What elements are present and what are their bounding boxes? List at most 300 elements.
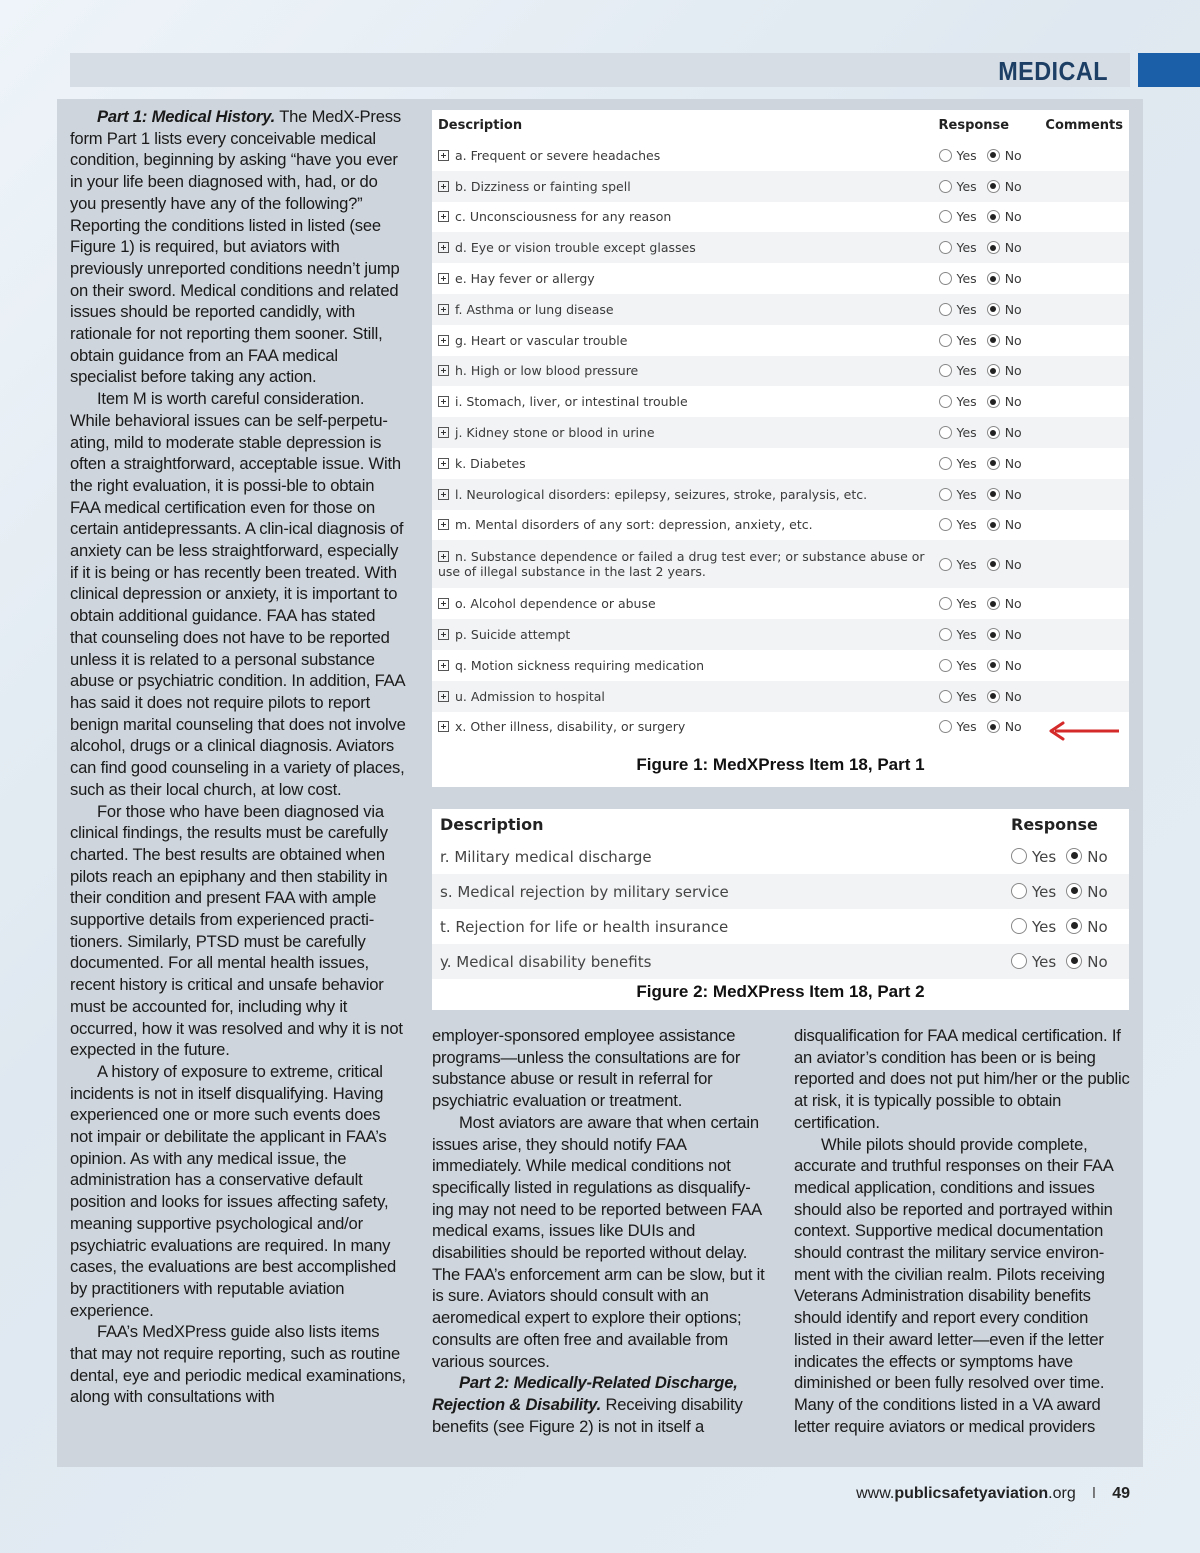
row-description xyxy=(432,417,933,448)
response-option-yes[interactable] xyxy=(939,333,977,348)
row-response xyxy=(933,294,1040,325)
row-comments xyxy=(1039,325,1129,356)
radio-yes[interactable] xyxy=(939,488,952,501)
response-option-no[interactable] xyxy=(987,425,1022,440)
row-comments xyxy=(1039,386,1129,417)
radio-label: Yes xyxy=(956,240,977,256)
response-option-yes[interactable] xyxy=(939,148,977,163)
radio-label: Yes xyxy=(1032,952,1057,971)
row-response xyxy=(933,588,1040,619)
row-label: o. Alcohol dependence or abuse xyxy=(455,596,656,612)
column-header-response: Response xyxy=(938,117,1010,133)
radio-label: No xyxy=(1004,301,1022,317)
radio-label: Yes xyxy=(1032,847,1057,866)
table-row xyxy=(432,650,1129,681)
expand-plus-icon[interactable] xyxy=(438,598,449,609)
radio-no[interactable] xyxy=(987,210,1000,223)
radio-label: No xyxy=(1004,363,1022,379)
radio-no[interactable] xyxy=(987,241,1000,254)
radio-yes[interactable] xyxy=(1011,918,1027,934)
paragraph xyxy=(432,1372,768,1437)
row-label: u. Admission to hospital xyxy=(455,688,605,704)
response-option-yes[interactable] xyxy=(939,596,977,611)
row-description xyxy=(432,325,933,356)
table-row xyxy=(432,540,1129,588)
table-row xyxy=(432,479,1129,510)
red-arrow-icon xyxy=(1049,721,1121,741)
table-row xyxy=(432,944,1129,979)
row-label: r. Military medical discharge xyxy=(440,847,652,866)
row-description xyxy=(432,479,933,510)
row-comments xyxy=(1039,263,1129,294)
response-option-no[interactable] xyxy=(987,209,1022,224)
table-row xyxy=(432,909,1129,944)
row-label: x. Other illness, disability, or surgery xyxy=(455,719,686,735)
radio-label: No xyxy=(1087,917,1108,936)
radio-label: No xyxy=(1004,627,1022,643)
row-comments xyxy=(1039,171,1129,202)
radio-label: Yes xyxy=(956,363,977,379)
radio-label: No xyxy=(1004,657,1022,673)
expand-plus-icon[interactable] xyxy=(438,458,449,469)
figure-2 xyxy=(432,809,1129,1010)
table-row xyxy=(432,325,1129,356)
discharge-rejection-table xyxy=(432,809,1129,979)
radio-label: No xyxy=(1004,425,1022,441)
response-option-yes[interactable] xyxy=(939,302,977,317)
table-row xyxy=(432,712,1129,743)
table-row xyxy=(432,294,1129,325)
row-response xyxy=(933,417,1040,448)
row-response xyxy=(933,232,1040,263)
radio-yes[interactable] xyxy=(939,597,952,610)
paragraph xyxy=(70,106,406,388)
radio-label: Yes xyxy=(956,301,977,317)
row-description xyxy=(432,202,933,233)
row-comments xyxy=(1039,681,1129,712)
table-row xyxy=(432,417,1129,448)
radio-label: No xyxy=(1004,332,1022,348)
row-response xyxy=(933,386,1040,417)
radio-yes[interactable] xyxy=(939,558,952,571)
row-comments xyxy=(1039,140,1129,171)
row-label: l. Neurological disorders: epilepsy, seizures, stroke, paralysis, etc. xyxy=(455,486,868,502)
article-column-left xyxy=(70,106,406,1408)
response-option-no[interactable] xyxy=(987,333,1022,348)
row-description xyxy=(432,650,933,681)
row-response xyxy=(933,619,1040,650)
radio-no[interactable] xyxy=(987,488,1000,501)
radio-label: No xyxy=(1004,486,1022,502)
response-option-no[interactable] xyxy=(987,689,1022,704)
radio-yes[interactable] xyxy=(939,364,952,377)
row-description xyxy=(432,356,933,387)
row-description xyxy=(432,909,1003,944)
response-option-no[interactable] xyxy=(987,719,1022,734)
paragraph: disqualification for FAA medical certification. If an aviator’s condition has been or is being reported and does not put him/her or the public at risk, it is typically possible to obtain certification. xyxy=(794,1026,1130,1132)
row-response xyxy=(1003,909,1129,944)
expand-plus-icon[interactable] xyxy=(438,273,449,284)
row-label: g. Heart or vascular trouble xyxy=(455,332,628,348)
expand-plus-icon[interactable] xyxy=(438,181,449,192)
radio-label: Yes xyxy=(956,657,977,673)
page-number: 49 xyxy=(1112,1485,1130,1502)
column-header-description: Description xyxy=(438,117,523,133)
row-response xyxy=(933,202,1040,233)
row-label: h. High or low blood pressure xyxy=(455,363,639,379)
radio-no[interactable] xyxy=(987,558,1000,571)
response-option-no[interactable] xyxy=(987,517,1022,532)
response-option-no[interactable] xyxy=(987,148,1022,163)
radio-yes[interactable] xyxy=(939,518,952,531)
row-label: a. Frequent or severe headaches xyxy=(455,147,661,163)
response-option-yes[interactable] xyxy=(939,719,977,734)
row-label: e. Hay fever or allergy xyxy=(455,271,595,287)
radio-yes[interactable] xyxy=(939,272,952,285)
response-option-no[interactable] xyxy=(987,271,1022,286)
radio-label: Yes xyxy=(956,178,977,194)
radio-label: Yes xyxy=(956,517,977,533)
row-comments xyxy=(1039,588,1129,619)
radio-label: Yes xyxy=(956,147,977,163)
column-header-description: Description xyxy=(440,814,544,834)
table-row xyxy=(432,619,1129,650)
row-response xyxy=(933,448,1040,479)
radio-yes[interactable] xyxy=(1011,953,1027,969)
response-option-yes[interactable] xyxy=(939,487,977,502)
row-label: m. Mental disorders of any sort: depression, anxiety, etc. xyxy=(455,517,813,533)
row-label: t. Rejection for life or health insurance xyxy=(440,917,729,936)
row-description xyxy=(432,619,933,650)
radio-no[interactable] xyxy=(987,395,1000,408)
section-lead: Part 2: Medically-Related Discharge, Rejection & Disability. xyxy=(432,1373,738,1414)
radio-no[interactable] xyxy=(1066,918,1082,934)
response-option-yes[interactable] xyxy=(1011,918,1056,936)
radio-yes[interactable] xyxy=(939,210,952,223)
row-comments xyxy=(1039,417,1129,448)
expand-plus-icon[interactable] xyxy=(438,396,449,407)
response-option-yes[interactable] xyxy=(939,240,977,255)
response-option-no[interactable] xyxy=(987,363,1022,378)
radio-label: Yes xyxy=(956,556,977,572)
row-label: d. Eye or vision trouble except glasses xyxy=(455,240,696,256)
row-label: q. Motion sickness requiring medication xyxy=(455,657,705,673)
table-row xyxy=(432,448,1129,479)
column-header-response: Response xyxy=(1011,814,1098,834)
row-comments xyxy=(1039,619,1129,650)
row-response xyxy=(933,263,1040,294)
radio-yes[interactable] xyxy=(939,180,952,193)
response-option-yes[interactable] xyxy=(939,394,977,409)
response-option-no[interactable] xyxy=(987,557,1022,572)
expand-plus-icon[interactable] xyxy=(438,660,449,671)
row-response xyxy=(933,479,1040,510)
row-response xyxy=(1003,874,1129,909)
row-comments xyxy=(1039,232,1129,263)
radio-no[interactable] xyxy=(1066,953,1082,969)
response-option-yes[interactable] xyxy=(939,425,977,440)
radio-yes[interactable] xyxy=(939,149,952,162)
figure-2-caption: Figure 2: MedXPress Item 18, Part 2 xyxy=(636,982,925,1001)
table-row xyxy=(432,202,1129,233)
response-option-no[interactable] xyxy=(987,394,1022,409)
row-comments xyxy=(1039,202,1129,233)
row-response xyxy=(933,510,1040,541)
row-label: j. Kidney stone or blood in urine xyxy=(455,425,655,441)
url-prefix: www. xyxy=(856,1485,895,1502)
figure-1-caption: Figure 1: MedXPress Item 18, Part 1 xyxy=(636,755,925,774)
table-row xyxy=(432,140,1129,171)
radio-no[interactable] xyxy=(987,457,1000,470)
row-response xyxy=(933,171,1040,202)
header-accent-block xyxy=(1138,53,1200,87)
row-response xyxy=(1003,839,1129,874)
response-option-no[interactable] xyxy=(987,658,1022,673)
paragraph-text: Receiving disability benefits (see Figure 2) is not in itself a xyxy=(432,1394,743,1436)
radio-label: Yes xyxy=(956,271,977,287)
expand-plus-icon[interactable] xyxy=(438,489,449,500)
radio-label: No xyxy=(1004,688,1022,704)
radio-no[interactable] xyxy=(987,272,1000,285)
url-domain: publicsafetyaviation xyxy=(894,1485,1049,1502)
radio-yes[interactable] xyxy=(939,690,952,703)
radio-yes[interactable] xyxy=(939,426,952,439)
radio-label: No xyxy=(1004,719,1022,735)
row-comments xyxy=(1039,540,1129,588)
row-response xyxy=(933,650,1040,681)
table-row xyxy=(432,232,1129,263)
radio-label: Yes xyxy=(956,486,977,502)
expand-plus-icon[interactable] xyxy=(438,242,449,253)
table-row xyxy=(432,263,1129,294)
article-column-middle xyxy=(432,1025,768,1437)
footer-url[interactable] xyxy=(856,1485,1076,1502)
row-label: i. Stomach, liver, or intestinal trouble xyxy=(455,394,688,410)
row-comments xyxy=(1039,294,1129,325)
radio-yes[interactable] xyxy=(939,303,952,316)
row-description xyxy=(432,540,933,588)
response-option-yes[interactable] xyxy=(939,179,977,194)
radio-no[interactable] xyxy=(987,659,1000,672)
radio-yes[interactable] xyxy=(939,334,952,347)
row-description xyxy=(432,874,1003,909)
radio-label: No xyxy=(1004,271,1022,287)
radio-label: No xyxy=(1004,178,1022,194)
radio-label: Yes xyxy=(956,332,977,348)
row-comments xyxy=(1039,650,1129,681)
radio-no[interactable] xyxy=(987,518,1000,531)
response-option-no[interactable] xyxy=(987,596,1022,611)
row-description xyxy=(432,839,1003,874)
radio-yes[interactable] xyxy=(1011,848,1027,864)
medical-history-table xyxy=(432,110,1129,742)
section-title: MEDICAL xyxy=(998,56,1108,86)
radio-no[interactable] xyxy=(987,180,1000,193)
paragraph: employer-sponsored employee assistance programs—unless the consultations are for substance abuse or result in referral for psychiatric evaluation or treatment. xyxy=(432,1026,741,1111)
radio-label: Yes xyxy=(956,455,977,471)
radio-label: No xyxy=(1004,147,1022,163)
url-suffix: .org xyxy=(1048,1485,1076,1502)
row-description xyxy=(432,944,1003,979)
radio-yes[interactable] xyxy=(939,628,952,641)
row-label: b. Dizziness or fainting spell xyxy=(455,178,631,194)
row-comments xyxy=(1039,356,1129,387)
radio-no[interactable] xyxy=(987,364,1000,377)
radio-label: Yes xyxy=(956,719,977,735)
response-option-yes[interactable] xyxy=(939,456,977,471)
expand-plus-icon[interactable] xyxy=(438,365,449,376)
row-response xyxy=(933,325,1040,356)
radio-no[interactable] xyxy=(987,303,1000,316)
row-label: f. Asthma or lung disease xyxy=(455,301,614,317)
response-option-no[interactable] xyxy=(987,456,1022,471)
column-header-comments: Comments xyxy=(1045,117,1123,133)
radio-no[interactable] xyxy=(1066,883,1082,899)
response-option-no[interactable] xyxy=(1066,918,1107,936)
response-option-yes[interactable] xyxy=(939,689,977,704)
expand-plus-icon[interactable] xyxy=(438,551,449,562)
radio-no[interactable] xyxy=(987,334,1000,347)
radio-label: No xyxy=(1004,556,1022,572)
response-option-no[interactable] xyxy=(1066,953,1107,971)
expand-plus-icon[interactable] xyxy=(438,335,449,346)
row-description xyxy=(432,588,933,619)
radio-label: Yes xyxy=(956,209,977,225)
radio-label: No xyxy=(1004,517,1022,533)
response-option-yes[interactable] xyxy=(939,209,977,224)
row-description xyxy=(432,232,933,263)
response-option-yes[interactable] xyxy=(1011,848,1056,866)
section-header-bar xyxy=(70,53,1130,87)
expand-plus-icon[interactable] xyxy=(438,519,449,530)
response-option-yes[interactable] xyxy=(939,363,977,378)
response-option-yes[interactable] xyxy=(1011,883,1056,901)
radio-label: Yes xyxy=(956,627,977,643)
row-description xyxy=(432,140,933,171)
radio-label: No xyxy=(1004,209,1022,225)
row-description xyxy=(432,681,933,712)
radio-label: No xyxy=(1004,455,1022,471)
radio-label: No xyxy=(1004,240,1022,256)
table-row xyxy=(432,171,1129,202)
radio-label: No xyxy=(1087,847,1108,866)
radio-no[interactable] xyxy=(987,628,1000,641)
radio-label: Yes xyxy=(956,688,977,704)
response-option-no[interactable] xyxy=(1066,883,1107,901)
expand-plus-icon[interactable] xyxy=(438,721,449,732)
row-label: c. Unconsciousness for any reason xyxy=(455,209,672,225)
radio-label: Yes xyxy=(956,596,977,612)
expand-plus-icon[interactable] xyxy=(438,427,449,438)
table-row xyxy=(432,839,1129,874)
radio-yes[interactable] xyxy=(1011,883,1027,899)
radio-no[interactable] xyxy=(987,426,1000,439)
response-option-yes[interactable] xyxy=(939,658,977,673)
response-option-yes[interactable] xyxy=(939,557,977,572)
table-row xyxy=(432,681,1129,712)
row-label: k. Diabetes xyxy=(455,455,526,471)
row-label: p. Suicide attempt xyxy=(455,627,571,643)
figure-1 xyxy=(432,110,1129,787)
row-description xyxy=(432,386,933,417)
radio-yes[interactable] xyxy=(939,241,952,254)
row-response xyxy=(933,681,1040,712)
page-footer xyxy=(856,1485,1130,1503)
row-comments xyxy=(1039,479,1129,510)
radio-no[interactable] xyxy=(987,720,1000,733)
response-option-yes[interactable] xyxy=(1011,953,1056,971)
response-option-no[interactable] xyxy=(987,627,1022,642)
response-option-no[interactable] xyxy=(1066,848,1107,866)
expand-plus-icon[interactable] xyxy=(438,150,449,161)
footer-separator: I xyxy=(1091,1485,1097,1502)
expand-plus-icon[interactable] xyxy=(438,691,449,702)
expand-plus-icon[interactable] xyxy=(438,629,449,640)
response-option-no[interactable] xyxy=(987,240,1022,255)
radio-no[interactable] xyxy=(987,597,1000,610)
radio-yes[interactable] xyxy=(939,395,952,408)
row-description xyxy=(432,448,933,479)
radio-label: No xyxy=(1004,596,1022,612)
row-label: s. Medical rejection by military service xyxy=(440,882,729,901)
radio-no[interactable] xyxy=(1066,848,1082,864)
response-option-no[interactable] xyxy=(987,302,1022,317)
response-option-no[interactable] xyxy=(987,179,1022,194)
table-row xyxy=(432,356,1129,387)
row-label: n. Substance dependence or failed a drug test ever; or substance abuse or use of illegal substance in the last 2 years. xyxy=(438,549,925,580)
paragraph: Item M is worth careful consideration. While behavioral issues can be self-perpetu-ating, mild to moderate stable depression is often a straightforward, acceptable issue. With the right evaluation, it is possi-ble to obtain FAA medical certification even for those on certain antidepressants. A clin-ical diagnosis of anxiety can be less straightforward, especially if it is being or has recently been treated. With clinical depression or anxiety, it is important to obtain additional guidance. FAA has stated that counseling does not have to be reported unless it is related to a personal substance abuse or psychiatric condition. In addition, FAA has said it does not require pilots to report benign marital counseling that does not involve alcohol, drugs or a clinical diagnosis. Aviators can find good counseling in a variety of places, such as their local church, at low cost. xyxy=(70,389,406,799)
section-lead: Part 1: Medical History. xyxy=(97,107,276,126)
response-option-yes[interactable] xyxy=(939,517,977,532)
radio-label: No xyxy=(1087,952,1108,971)
table-row xyxy=(432,386,1129,417)
row-response xyxy=(933,140,1040,171)
paragraph: FAA’s MedXPress guide also lists items that may not require reporting, such as routine dental, eye and periodic medical examinations, along with consultations with xyxy=(70,1322,406,1407)
row-label: y. Medical disability benefits xyxy=(440,952,652,971)
paragraph-text: The MedX-Press form Part 1 lists every conceivable medical condition, beginning by asking “have you ever in your life been diagnosed with, had, or do you presently have any of the following?” Reporting the conditions listed in listed (see Figure 1) is required, but aviators with previously unreported conditions needn’t jump on their sword. Medical conditions and related issues should be reported candidly, with rationale for not reporting them sooner. Still, obtain guidance from an FAA medical specialist before taking any action. xyxy=(70,107,401,387)
radio-label: Yes xyxy=(956,394,977,410)
row-description xyxy=(432,294,933,325)
radio-label: No xyxy=(1004,394,1022,410)
table-row xyxy=(432,874,1129,909)
paragraph: For those who have been diagnosed via clinical findings, the results must be carefully charted. The best results are obtained when pilots reach an epiphany and then stability in their condition and present FAA with ample supportive details from experienced practi-tioners. Similarly, PTSD must be carefully documented. For all mental health issues, recent history is critical and unsafe behavior must be accounted for, including why it occurred, how it was resolved and why it is not expected in the future. xyxy=(70,801,403,1060)
row-response xyxy=(1003,944,1129,979)
paragraph: A history of exposure to extreme, critical incidents is not in itself disqualifying. Having experienced one or more such events does not impair or debilitate the applicant in FAA’s opinion. As with any medical issue, the administration has a conservative default position and looks for issues affecting safety, meaning supportive psychological and/or psychiatric evaluations are required. In many cases, the evaluations are best accomplished by practitioners with reputable aviation experience. xyxy=(70,1061,397,1320)
row-response xyxy=(933,540,1040,588)
radio-no[interactable] xyxy=(987,690,1000,703)
radio-yes[interactable] xyxy=(939,659,952,672)
response-option-no[interactable] xyxy=(987,487,1022,502)
article-column-right xyxy=(794,1025,1130,1437)
response-option-yes[interactable] xyxy=(939,271,977,286)
radio-label: Yes xyxy=(1032,917,1057,936)
radio-label: Yes xyxy=(956,425,977,441)
radio-label: No xyxy=(1087,882,1108,901)
radio-no[interactable] xyxy=(987,149,1000,162)
row-description xyxy=(432,510,933,541)
table-row xyxy=(432,510,1129,541)
row-description xyxy=(432,712,933,743)
radio-yes[interactable] xyxy=(939,457,952,470)
expand-plus-icon[interactable] xyxy=(438,211,449,222)
row-description xyxy=(432,171,933,202)
expand-plus-icon[interactable] xyxy=(438,304,449,315)
response-option-yes[interactable] xyxy=(939,627,977,642)
radio-yes[interactable] xyxy=(939,720,952,733)
row-comments xyxy=(1039,510,1129,541)
paragraph: While pilots should provide complete, accurate and truthful responses on their FAA medical application, conditions and issues should also be reported and portrayed within context. Supportive medical documentation should contrast the military service environ-ment with the civilian realm. Pilots receiving Veterans Administration disability benefits should identify and report every condition listed in their award letter—even if the letter indicates the effects or symptoms have diminished or been fully resolved over time. Many of the conditions listed in a VA award letter require aviators or medical providers xyxy=(794,1134,1113,1436)
radio-label: Yes xyxy=(1032,882,1057,901)
